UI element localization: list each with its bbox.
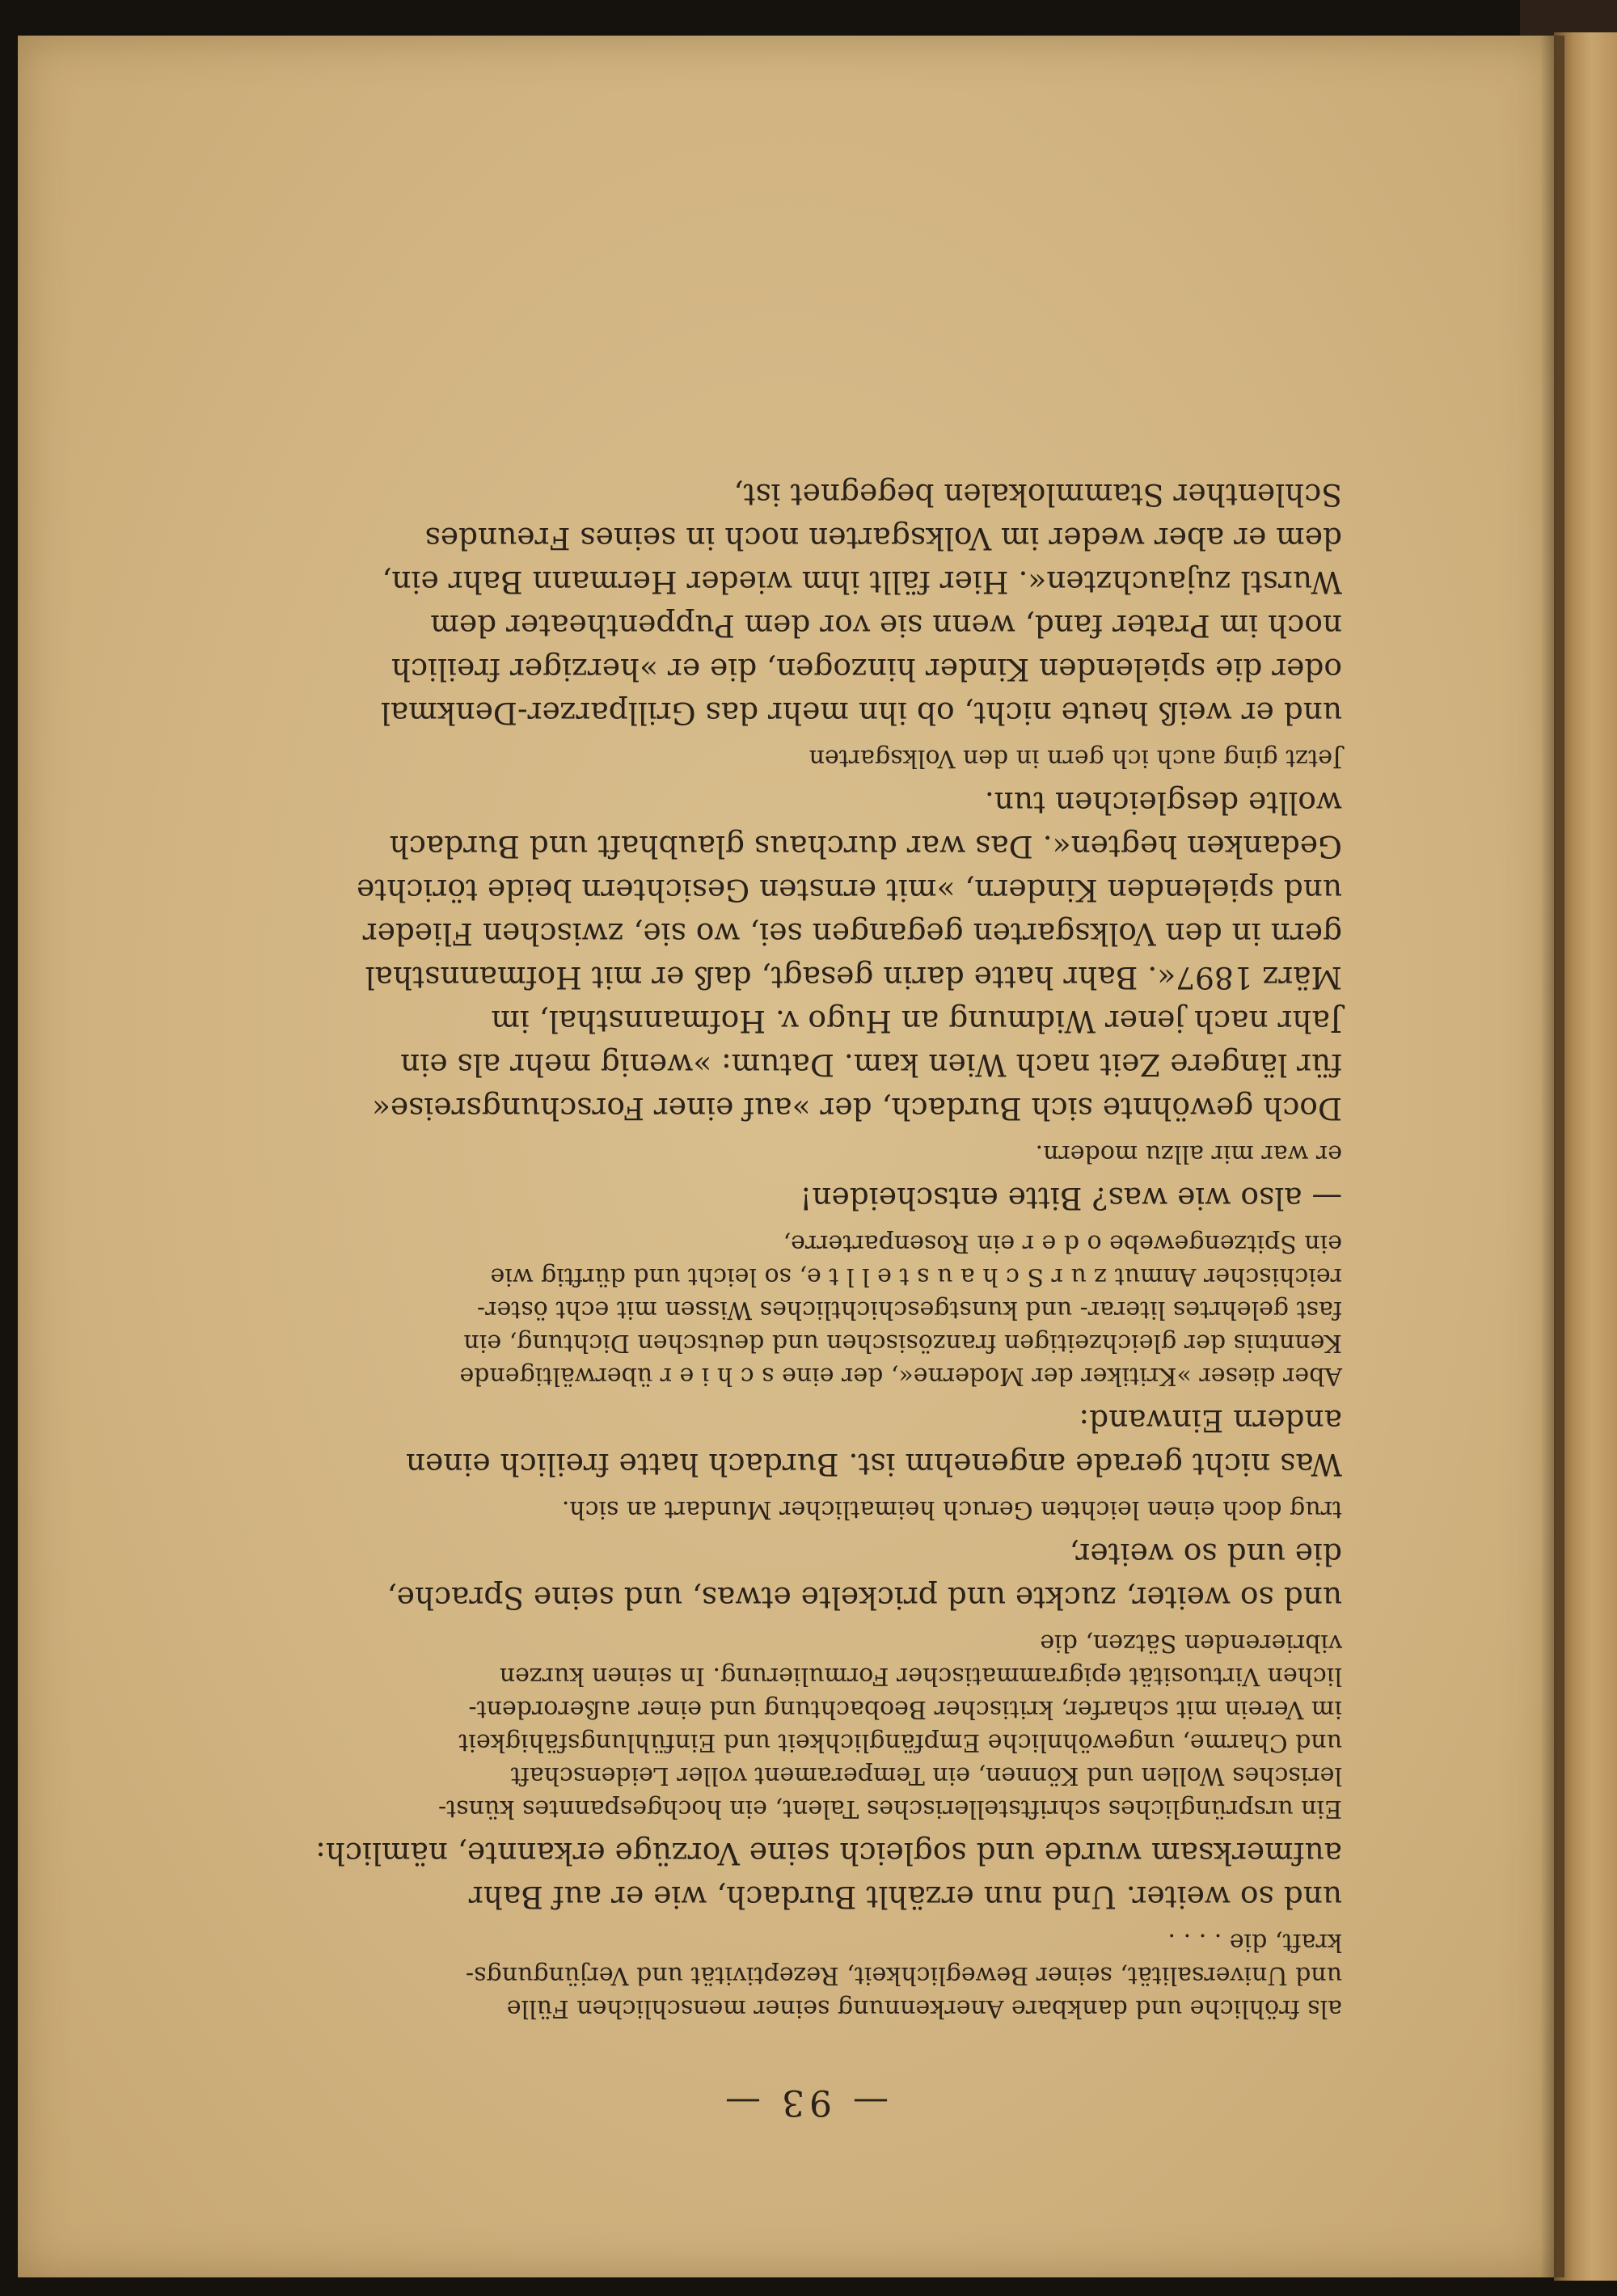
text-line: und er weiß heute nicht, ob ihn mehr das Grillparzer-Denkmal [380,696,1342,731]
text-line: — also wie was? Bitte entscheiden! [800,1181,1342,1216]
body-paragraph [267,473,1342,735]
body-paragraph [267,1832,1342,1919]
quote-paragraph [267,1137,1342,1170]
quote-paragraph [267,742,1342,775]
text-line: vibrierenden Sätzen, die [1040,1629,1342,1657]
spine-shadow [1540,36,1564,2277]
body-paragraph [267,1177,1342,1220]
text-line: fast gelehrtes literar- und kunstgeschichtliches Wissen mit echt öster- [477,1296,1342,1324]
quote-paragraph [267,1227,1342,1393]
text-line: und Universalität, seiner Beweglichkeit, Rezeptivität und Verjüngungs- [465,1961,1342,1989]
page-text-block [267,336,1342,2123]
text-line: noch im Prater fand, wenn sie vor dem Puppentheater dem [430,608,1342,644]
text-line: für längere Zeit nach Wien kam. Datum: »wenig mehr als ein [400,1047,1342,1083]
text-line: März 1897«. Bahr hatte darin gesagt, daß er mit Hofmannsthal [365,960,1342,996]
text-line: und so weiter, zuckte und prickelte etwas, und seine Sprache, [386,1580,1342,1616]
text-line: lichen Virtuosität epigrammatischer Formulierung. In seinen kurzen [499,1662,1342,1690]
text-line: Was nicht gerade angenehm ist. Burdach hatte freilich einen [405,1447,1342,1482]
body-paragraph [267,1399,1342,1486]
body-paragraph [267,781,1342,1131]
text-line: Doch gewöhnte sich Burdach, der »auf einer Forschungsreise« [372,1091,1342,1127]
page-number: — 93 — [720,2082,889,2123]
text-line: und spielenden Kindern, »mit ernsten Gesichtern beide törichte [357,873,1342,908]
text-line: als fröhliche und dankbare Anerkennung seiner menschlichen Fülle [506,1994,1342,2023]
quote-paragraph [267,1493,1342,1526]
text-line: aufmerksam wurde und sogleich seine Vorzüge erkannte, nämlich: [315,1836,1342,1871]
text-line: die und so weiter, [1069,1537,1342,1572]
text-line: und so weiter. Und nun erzählt Burdach, wie er auf Bahr [468,1880,1342,1915]
text-line: ein Spitzengewebe o d e r ein Rosenparterre, [783,1229,1342,1258]
text-line: Schlenther Stammlokalen begegnet ist, [733,477,1342,513]
text-line: Aber dieser »Kritiker der Moderne«, der eine s c h i e r überwältigende [459,1362,1342,1390]
text-line: lerisches Wollen und Können, ein Temperament voller Leidenschaft [510,1761,1342,1790]
quote-paragraph [267,1926,1342,2025]
text-line: Gedanken hegten«. Das war durchaus glaubhaft und Burdach [389,829,1342,865]
text-line: Jetzt ging auch ich gern in den Volksgarten [808,744,1342,772]
text-line: er war mir allzu modern. [1035,1140,1342,1168]
text-line: wollte desgleichen tun. [984,785,1342,821]
text-line: Ein ursprüngliches schriftstellerisches Talent, ein hochgespanntes künst- [437,1795,1342,1823]
text-line: und Charme, ungewöhnliche Empfänglichkeit und Einfühlungsfähigkeit [458,1728,1342,1757]
text-line: Kenntnis der gleichzeitigen französischen und deutschen Dichtung, ein [463,1329,1342,1357]
text-line: kraft, die . . . . [1167,1928,1342,1956]
body-paragraph [267,1533,1342,1620]
text-line: reichischer Anmut z u r S c h a u s t e l l t e, so leicht und dürftig wie [490,1262,1342,1291]
quote-paragraph [267,1626,1342,1825]
text-line: oder die spielenden Kinder hinzogen, die er »herziger freilich [391,652,1342,687]
text-line: trug doch einen leichten Geruch heimatlicher Mundart an sich. [561,1495,1342,1524]
text-line: andern Einwand: [1079,1403,1342,1439]
text-line: dem er aber weder im Volksgarten noch in seines Freundes [424,521,1342,556]
text-line: gern in den Volksgarten gegangen sei, wo sie, zwischen Flieder [362,916,1342,952]
text-line: im Verein mit scharfer, kritischer Beobachtung und einer außerordent- [468,1695,1342,1723]
text-line: Jahr nach jener Widmung an Hugo v. Hofmannsthal, im [491,1004,1342,1039]
text-line: Wurstl zujauchzten«. Hier fällt ihm wieder Hermann Bahr ein, [382,564,1342,600]
